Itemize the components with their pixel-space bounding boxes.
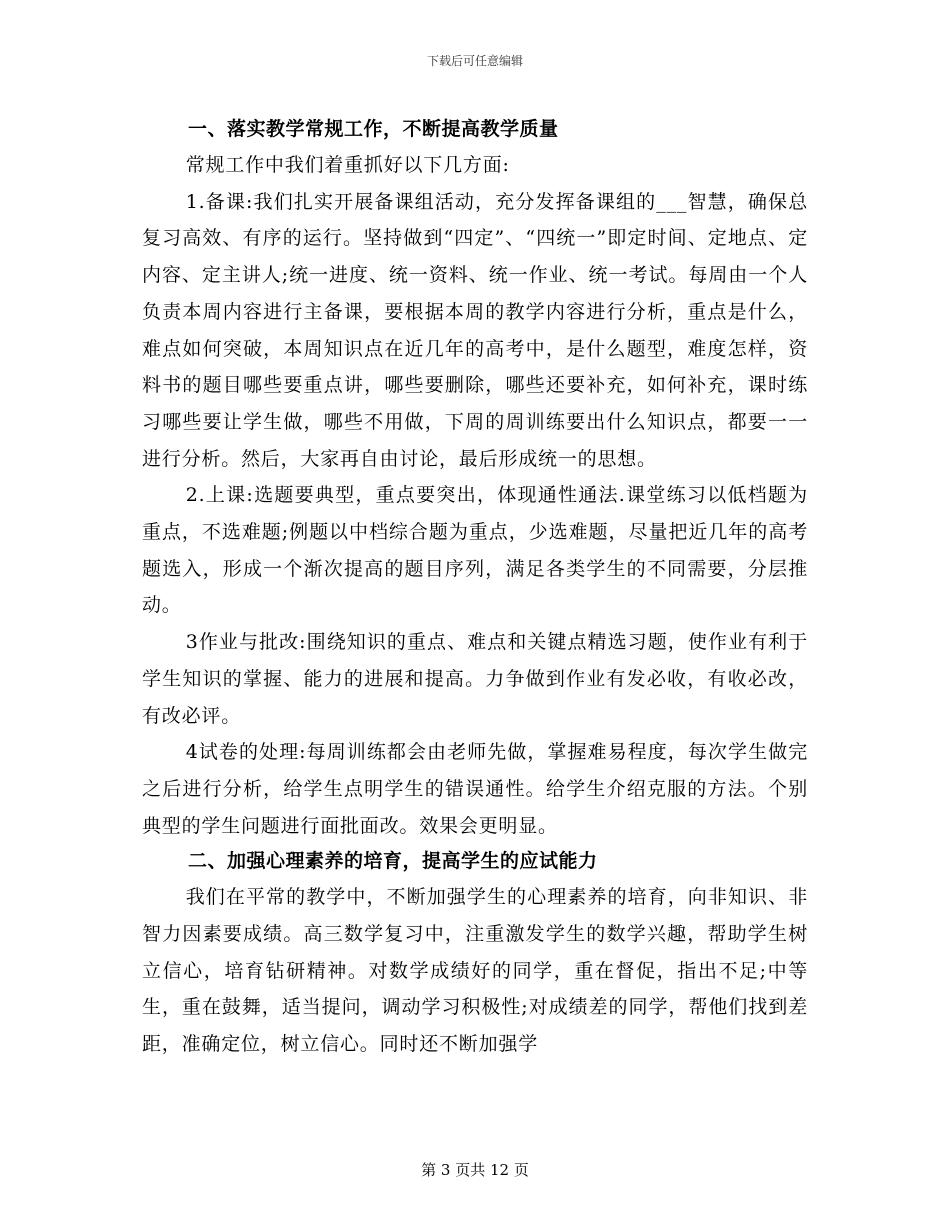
paragraph-class: 2.上课:选题要典型，重点要突出，体现通性通法.课堂练习以低档题为重点，不选难题;例题以中档综合题为重点，少选难题，尽量把近几年的高考题选入，形成一个渐次提高的题目序列，满足各类学生的不同需要，分层推动。 bbox=[142, 484, 808, 617]
paragraph-intro: 常规工作中我们着重抓好以下几方面: bbox=[185, 154, 510, 176]
document-body bbox=[142, 112, 808, 1063]
section-heading-1: 一、落实教学常规工作，不断提高教学质量 bbox=[188, 118, 559, 140]
paragraph-psychology: 我们在平常的教学中，不断加强学生的心理素养的培育，向非知识、非智力因素要成绩。高三数学复习中，注重激发学生的数学兴趣，帮助学生树立信心，培育钻研精神。对数学成绩好的同学，重在督促，指出不足;中等生，重在鼓舞，适当提问，调动学习积极性;对成绩差的同学，帮他们找到差距，准确定位，树立信心。同时还不断加强学 bbox=[142, 886, 808, 1056]
section-heading-2: 二、加强心理素养的培育，提高学生的应试能力 bbox=[188, 850, 598, 873]
page-header-note: 下载后可任意编辑 bbox=[426, 54, 523, 68]
page-number: 第 3 页共 12 页 bbox=[421, 1161, 529, 1179]
paragraph-homework: 3作业与批改:围绕知识的重点、难点和关键点精选习题，使作业有利于学生知识的掌握、能力的进展和提高。力争做到作业有发必收，有收必改，有改必评。 bbox=[142, 631, 808, 727]
paragraph-exam-papers: 4试卷的处理:每周训练都会由老师先做，掌握难易程度，每次学生做完之后进行分析，给学生点明学生的错误通性。给学生介绍克服的方法。个别典型的学生问题进行面批面改。效果会更明显。 bbox=[142, 741, 808, 837]
paragraph-lesson-prep: 1.备课:我们扎实开展备课组活动，充分发挥备课组的___智慧，确保总复习高效、有序的运行。坚持做到“四定”、“四统一”即定时间、定地点、定内容、定主讲人;统一进度、统一资料、统一作业、统一考试。每周由一个人负责本周内容进行主备课，要根据本周的教学内容进行分析，重点是什么，难点如何突破，本周知识点在近几年的高考中，是什么题型，难度怎样，资料书的题目哪些要重点讲，哪些要删除，哪些还要补充，如何补充，课时练习哪些要让学生做，哪些不用做，下周的周训练要出什么知识点，都要一一进行分析。然后，大家再自由讨论，最后形成统一的思想。 bbox=[142, 190, 808, 470]
